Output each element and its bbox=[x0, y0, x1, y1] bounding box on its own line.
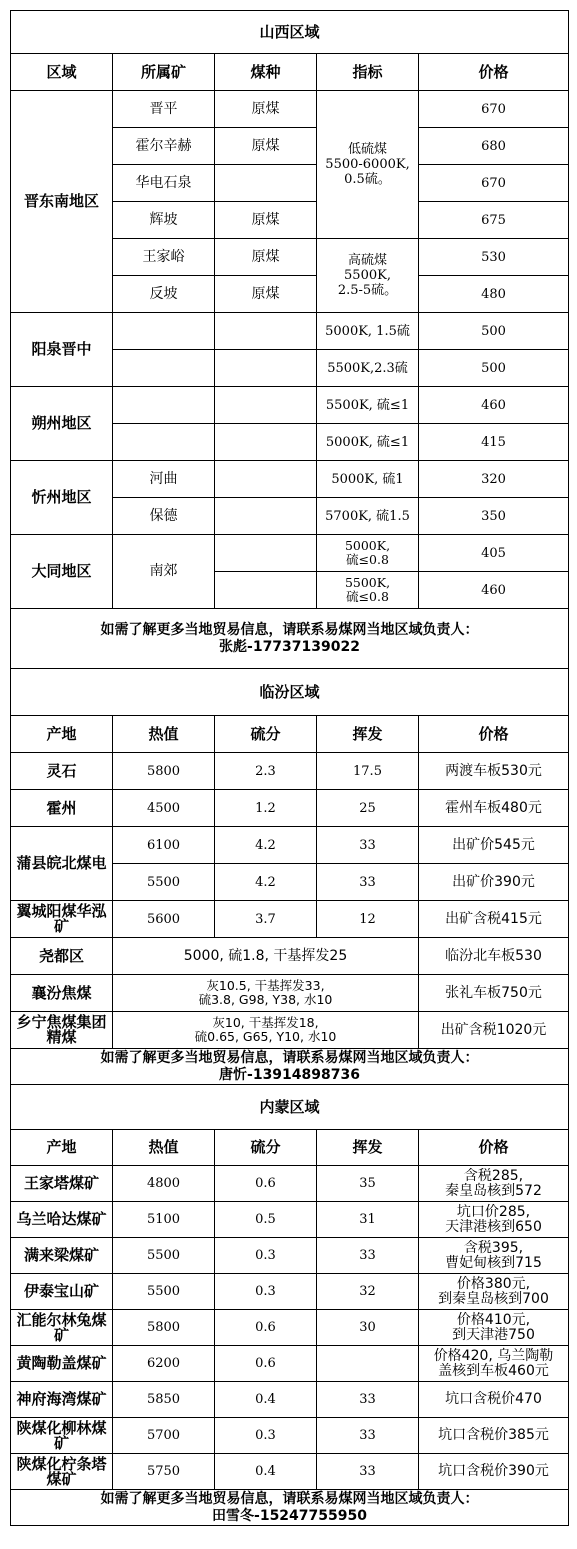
price-line: 秦皇岛核到572 bbox=[445, 1182, 542, 1199]
coal-cell bbox=[215, 535, 317, 572]
place-cell: 翼城阳煤华泓矿 bbox=[11, 901, 113, 938]
table-row bbox=[11, 1274, 569, 1310]
col-header: 价格 bbox=[419, 716, 569, 753]
neimeng-title: 内蒙区域 bbox=[11, 1085, 569, 1130]
mine-cell bbox=[113, 387, 215, 424]
index-line: 硫≤0.8 bbox=[346, 589, 389, 604]
mine-cell: 保德 bbox=[113, 498, 215, 535]
col-header: 硫分 bbox=[215, 716, 317, 753]
place-cell: 乡宁焦煤集团精煤 bbox=[11, 1012, 113, 1049]
price-cell: 320 bbox=[419, 461, 569, 498]
region-cell: 忻州地区 bbox=[11, 461, 113, 535]
contact-person: 田雪冬-15247755950 bbox=[212, 1507, 367, 1524]
index-line: 5500-6000K, bbox=[325, 157, 410, 172]
volatile-cell: 33 bbox=[317, 827, 419, 864]
price-cell: 460 bbox=[419, 572, 569, 609]
coal-cell: 原煤 bbox=[215, 128, 317, 165]
volatile-cell: 33 bbox=[317, 1454, 419, 1490]
table-row bbox=[11, 753, 569, 790]
coal-cell bbox=[215, 424, 317, 461]
coal-cell: 原煤 bbox=[215, 202, 317, 239]
table-row bbox=[11, 827, 569, 864]
sulfur-cell: 4.2 bbox=[215, 864, 317, 901]
contact-text: 如需了解更多当地贸易信息，请联系易煤网当地区域负责人： bbox=[100, 1490, 479, 1507]
heat-cell: 5500 bbox=[113, 1238, 215, 1274]
sulfur-cell: 1.2 bbox=[215, 790, 317, 827]
index-line: 0.5硫。 bbox=[344, 172, 391, 187]
price-cell: 霍州车板480元 bbox=[419, 790, 569, 827]
mine-cell: 河曲 bbox=[113, 461, 215, 498]
sulfur-cell: 2.3 bbox=[215, 753, 317, 790]
contact-cell bbox=[11, 1490, 569, 1526]
col-header: 热值 bbox=[113, 716, 215, 753]
contact-cell bbox=[11, 609, 569, 669]
heat-cell: 5500 bbox=[113, 1274, 215, 1310]
table-row bbox=[11, 91, 569, 128]
mine-cell bbox=[113, 424, 215, 461]
price-cell: 670 bbox=[419, 165, 569, 202]
price-cell: 出矿价545元 bbox=[419, 827, 569, 864]
sulfur-cell: 0.5 bbox=[215, 1202, 317, 1238]
mine-cell: 霍尔辛赫 bbox=[113, 128, 215, 165]
place-cell: 尧都区 bbox=[11, 938, 113, 975]
heat-cell: 5700 bbox=[113, 1418, 215, 1454]
price-cell: 500 bbox=[419, 313, 569, 350]
heat-cell: 5750 bbox=[113, 1454, 215, 1490]
sulfur-cell: 0.3 bbox=[215, 1418, 317, 1454]
price-cell: 出矿价390元 bbox=[419, 864, 569, 901]
volatile-cell: 33 bbox=[317, 864, 419, 901]
region-cell: 阳泉晋中 bbox=[11, 313, 113, 387]
heat-cell: 5850 bbox=[113, 1382, 215, 1418]
volatile-cell: 32 bbox=[317, 1274, 419, 1310]
heat-cell: 5800 bbox=[113, 753, 215, 790]
place-cell: 蒲县皖北煤电 bbox=[11, 827, 113, 901]
mine-cell: 南郊 bbox=[113, 535, 215, 609]
heat-cell: 4800 bbox=[113, 1166, 215, 1202]
price-cell: 675 bbox=[419, 202, 569, 239]
price-cell: 张礼车板750元 bbox=[419, 975, 569, 1012]
col-header: 挥发 bbox=[317, 716, 419, 753]
coal-cell bbox=[215, 165, 317, 202]
contact-text: 如需了解更多当地贸易信息，请联系易煤网当地区域负责人： bbox=[100, 1049, 479, 1066]
price-cell: 350 bbox=[419, 498, 569, 535]
coal-cell: 原煤 bbox=[215, 276, 317, 313]
table-row bbox=[11, 1418, 569, 1454]
spec-line: 灰10.5, 干基挥发33, bbox=[206, 978, 325, 993]
spec-cell: 5000, 硫1.8, 干基挥发25 bbox=[113, 938, 419, 975]
coal-cell bbox=[215, 498, 317, 535]
place-cell: 满来梁煤矿 bbox=[11, 1238, 113, 1274]
spec-cell bbox=[113, 1012, 419, 1049]
volatile-cell: 33 bbox=[317, 1238, 419, 1274]
col-header: 价格 bbox=[419, 54, 569, 91]
price-cell: 460 bbox=[419, 387, 569, 424]
col-header: 硫分 bbox=[215, 1130, 317, 1166]
heat-cell: 6100 bbox=[113, 827, 215, 864]
index-cell: 5500K,2.3硫 bbox=[317, 350, 419, 387]
heat-cell: 5500 bbox=[113, 864, 215, 901]
price-line: 盖核到车板460元 bbox=[438, 1362, 549, 1379]
index-cell: 5000K, 硫≤1 bbox=[317, 424, 419, 461]
index-cell bbox=[317, 239, 419, 313]
price-cell: 405 bbox=[419, 535, 569, 572]
table-row bbox=[11, 1166, 569, 1202]
heat-cell: 5800 bbox=[113, 1310, 215, 1346]
contact-row bbox=[11, 609, 569, 669]
place-cell: 王家塔煤矿 bbox=[11, 1166, 113, 1202]
sulfur-cell: 0.4 bbox=[215, 1454, 317, 1490]
index-cell: 5700K, 硫1.5 bbox=[317, 498, 419, 535]
price-cell bbox=[419, 1274, 569, 1310]
col-header: 产地 bbox=[11, 1130, 113, 1166]
heat-cell: 5100 bbox=[113, 1202, 215, 1238]
mine-cell bbox=[113, 313, 215, 350]
index-line: 硫≤0.8 bbox=[346, 552, 389, 567]
table-row bbox=[11, 975, 569, 1012]
place-cell: 灵石 bbox=[11, 753, 113, 790]
sulfur-cell: 0.6 bbox=[215, 1166, 317, 1202]
contact-person: 张彪-17737139022 bbox=[219, 638, 360, 655]
sulfur-cell: 0.6 bbox=[215, 1310, 317, 1346]
table-row bbox=[11, 1310, 569, 1346]
index-cell: 5000K, 1.5硫 bbox=[317, 313, 419, 350]
price-cell: 415 bbox=[419, 424, 569, 461]
index-line: 5500K, bbox=[344, 575, 391, 590]
table-row bbox=[11, 1454, 569, 1490]
volatile-cell: 35 bbox=[317, 1166, 419, 1202]
price-document bbox=[10, 10, 568, 1526]
sulfur-cell: 0.4 bbox=[215, 1382, 317, 1418]
volatile-cell: 25 bbox=[317, 790, 419, 827]
coal-cell: 原煤 bbox=[215, 91, 317, 128]
price-cell: 坑口含税价470 bbox=[419, 1382, 569, 1418]
coal-cell bbox=[215, 461, 317, 498]
col-header: 价格 bbox=[419, 1130, 569, 1166]
price-cell: 坑口含税价385元 bbox=[419, 1418, 569, 1454]
col-header: 煤种 bbox=[215, 54, 317, 91]
col-header: 热值 bbox=[113, 1130, 215, 1166]
price-line: 到天津港750 bbox=[452, 1326, 535, 1343]
price-cell: 680 bbox=[419, 128, 569, 165]
price-line: 曹妃甸核到715 bbox=[445, 1254, 542, 1271]
price-cell: 临汾北车板530 bbox=[419, 938, 569, 975]
volatile-cell: 33 bbox=[317, 1418, 419, 1454]
price-cell: 坑口含税价390元 bbox=[419, 1454, 569, 1490]
mine-cell: 华电石泉 bbox=[113, 165, 215, 202]
place-cell: 陕煤化柳林煤矿 bbox=[11, 1418, 113, 1454]
place-cell: 襄汾焦煤 bbox=[11, 975, 113, 1012]
linfen-header-row bbox=[11, 716, 569, 753]
index-line: 高硫煤 bbox=[347, 253, 387, 268]
col-header: 挥发 bbox=[317, 1130, 419, 1166]
coal-cell bbox=[215, 313, 317, 350]
contact-person: 唐忻-13914898736 bbox=[219, 1066, 360, 1083]
sulfur-cell: 4.2 bbox=[215, 827, 317, 864]
table-row bbox=[11, 1012, 569, 1049]
place-cell: 陕煤化柠条塔煤矿 bbox=[11, 1454, 113, 1490]
place-cell: 伊泰宝山矿 bbox=[11, 1274, 113, 1310]
index-cell: 5500K, 硫≤1 bbox=[317, 387, 419, 424]
volatile-cell: 30 bbox=[317, 1310, 419, 1346]
price-line: 价格410元, bbox=[456, 1311, 531, 1328]
sulfur-cell: 3.7 bbox=[215, 901, 317, 938]
heat-cell: 4500 bbox=[113, 790, 215, 827]
index-cell bbox=[317, 572, 419, 609]
region-cell: 晋东南地区 bbox=[11, 91, 113, 313]
col-header: 所属矿 bbox=[113, 54, 215, 91]
price-line: 含税285, bbox=[463, 1167, 524, 1184]
region-cell: 朔州地区 bbox=[11, 387, 113, 461]
place-cell: 汇能尔林兔煤矿 bbox=[11, 1310, 113, 1346]
spec-line: 硫0.65, G65, Y10, 水10 bbox=[194, 1029, 337, 1044]
mine-cell: 王家峪 bbox=[113, 239, 215, 276]
neimeng-header-row bbox=[11, 1130, 569, 1166]
price-cell bbox=[419, 1346, 569, 1382]
coal-cell bbox=[215, 387, 317, 424]
price-line: 价格420, 乌兰陶勒 bbox=[433, 1347, 554, 1364]
price-cell bbox=[419, 1310, 569, 1346]
contact-row bbox=[11, 1490, 569, 1526]
mine-cell: 晋平 bbox=[113, 91, 215, 128]
index-line: 5000K, bbox=[344, 538, 391, 553]
mine-cell: 反坡 bbox=[113, 276, 215, 313]
table-row bbox=[11, 1346, 569, 1382]
price-line: 坑口价285, bbox=[456, 1203, 531, 1220]
price-cell: 530 bbox=[419, 239, 569, 276]
price-cell: 出矿含税1020元 bbox=[419, 1012, 569, 1049]
coal-cell bbox=[215, 350, 317, 387]
price-line: 天津港核到650 bbox=[445, 1218, 542, 1235]
spec-cell bbox=[113, 975, 419, 1012]
place-cell: 神府海湾煤矿 bbox=[11, 1382, 113, 1418]
volatile-cell bbox=[317, 1346, 419, 1382]
price-cell: 500 bbox=[419, 350, 569, 387]
heat-cell: 5600 bbox=[113, 901, 215, 938]
table-row bbox=[11, 790, 569, 827]
price-cell: 两渡车板530元 bbox=[419, 753, 569, 790]
col-header: 区域 bbox=[11, 54, 113, 91]
table-row bbox=[11, 901, 569, 938]
index-cell bbox=[317, 535, 419, 572]
volatile-cell: 12 bbox=[317, 901, 419, 938]
contact-cell bbox=[11, 1049, 569, 1085]
spec-line: 灰10, 干基挥发18, bbox=[212, 1015, 319, 1030]
coal-cell: 原煤 bbox=[215, 239, 317, 276]
region-cell: 大同地区 bbox=[11, 535, 113, 609]
table-row bbox=[11, 461, 569, 498]
col-header: 产地 bbox=[11, 716, 113, 753]
index-cell: 5000K, 硫1 bbox=[317, 461, 419, 498]
shanxi-title: 山西区域 bbox=[11, 11, 569, 54]
linfen-title: 临汾区域 bbox=[11, 669, 569, 716]
table-row bbox=[11, 535, 569, 572]
col-header: 指标 bbox=[317, 54, 419, 91]
price-cell bbox=[419, 1202, 569, 1238]
heat-cell: 6200 bbox=[113, 1346, 215, 1382]
contact-text: 如需了解更多当地贸易信息，请联系易煤网当地区域负责人： bbox=[100, 621, 479, 638]
price-line: 到秦皇岛核到700 bbox=[438, 1290, 549, 1307]
sulfur-cell: 0.3 bbox=[215, 1238, 317, 1274]
place-cell: 黄陶勒盖煤矿 bbox=[11, 1346, 113, 1382]
price-cell bbox=[419, 1238, 569, 1274]
volatile-cell: 17.5 bbox=[317, 753, 419, 790]
table-row bbox=[11, 1202, 569, 1238]
index-line: 5500K, bbox=[344, 268, 391, 283]
table-row bbox=[11, 938, 569, 975]
table-row bbox=[11, 313, 569, 350]
price-line: 价格380元, bbox=[456, 1275, 531, 1292]
price-cell: 480 bbox=[419, 276, 569, 313]
table-row bbox=[11, 387, 569, 424]
price-cell bbox=[419, 1166, 569, 1202]
table-row bbox=[11, 1238, 569, 1274]
coal-cell bbox=[215, 572, 317, 609]
index-line: 2.5-5硫。 bbox=[337, 283, 398, 298]
price-table bbox=[10, 10, 569, 1526]
price-cell: 出矿含税415元 bbox=[419, 901, 569, 938]
index-line: 低硫煤 bbox=[347, 142, 387, 157]
price-line: 含税395, bbox=[463, 1239, 524, 1256]
mine-cell bbox=[113, 350, 215, 387]
sulfur-cell: 0.3 bbox=[215, 1274, 317, 1310]
place-cell: 乌兰哈达煤矿 bbox=[11, 1202, 113, 1238]
spec-line: 硫3.8, G98, Y38, 水10 bbox=[198, 992, 333, 1007]
shanxi-header-row bbox=[11, 54, 569, 91]
volatile-cell: 31 bbox=[317, 1202, 419, 1238]
mine-cell: 辉坡 bbox=[113, 202, 215, 239]
place-cell: 霍州 bbox=[11, 790, 113, 827]
volatile-cell: 33 bbox=[317, 1382, 419, 1418]
index-cell bbox=[317, 91, 419, 239]
sulfur-cell: 0.6 bbox=[215, 1346, 317, 1382]
price-cell: 670 bbox=[419, 91, 569, 128]
contact-row bbox=[11, 1049, 569, 1085]
table-row bbox=[11, 1382, 569, 1418]
